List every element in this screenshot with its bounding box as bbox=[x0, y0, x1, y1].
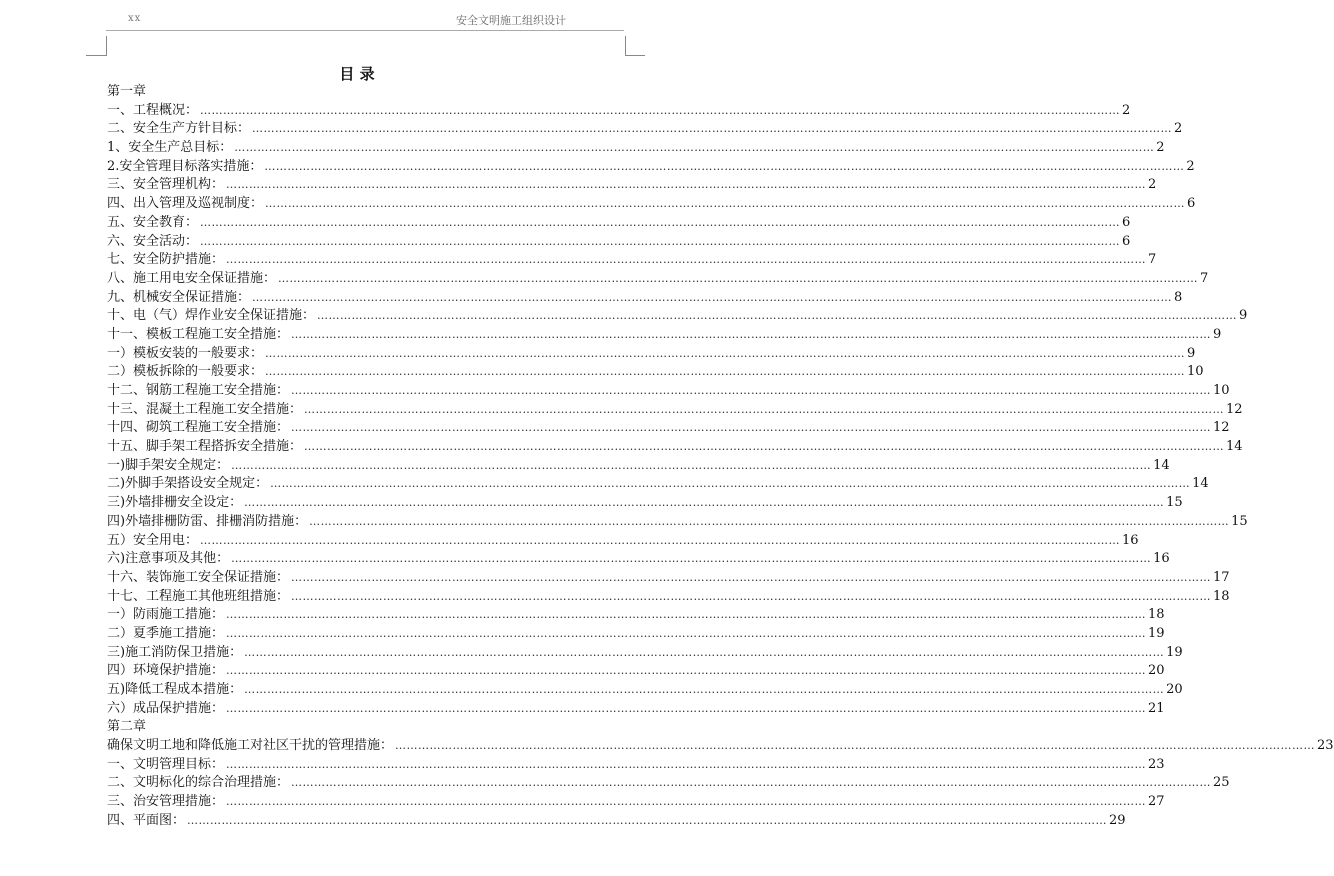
toc-page-number: 19 bbox=[1166, 644, 1183, 660]
toc-page-number: 19 bbox=[1148, 625, 1165, 641]
toc-entry-text: 二、安全生产方针目标： bbox=[107, 121, 251, 137]
toc-leader-dots: …………………………………………………………………………………………………………………………………………………………………………………………………………………… bbox=[291, 776, 1212, 790]
toc-entry[interactable] bbox=[107, 774, 1230, 793]
toc-entry-text: 十三、混凝土工程施工安全措施： bbox=[107, 401, 303, 417]
toc-leader-dots: …………………………………………………………………………………………………………………………………………………………………………………………………………………… bbox=[226, 626, 1147, 640]
toc-entry-text: 八、施工用电安全保证措施： bbox=[107, 270, 277, 286]
toc-leader-dots: …………………………………………………………………………………………………………………………………………………………………………………………………………………… bbox=[265, 197, 1186, 211]
toc-leader-dots: …………………………………………………………………………………………………………………………………………………………………………………………………………………… bbox=[244, 683, 1165, 696]
toc-entry-text: 一)脚手架安全规定： bbox=[107, 457, 230, 473]
toc-entry[interactable] bbox=[107, 214, 1131, 233]
toc-entry[interactable] bbox=[107, 532, 1139, 551]
toc-entry[interactable] bbox=[107, 513, 1248, 532]
toc-entry-text: 十六、装饰施工安全保证措施： bbox=[107, 569, 290, 585]
toc-entry-text: 七、安全防护措施： bbox=[107, 252, 225, 268]
header-left-text: xx bbox=[128, 13, 142, 24]
toc-title bbox=[0, 63, 714, 84]
toc-entry[interactable] bbox=[107, 345, 1196, 364]
toc-leader-dots: …………………………………………………………………………………………………………………………………………………………………………………………………………………… bbox=[226, 701, 1147, 715]
toc-entry[interactable] bbox=[107, 438, 1243, 457]
toc-page-number: 17 bbox=[1213, 569, 1230, 585]
toc-leader-dots: …………………………………………………………………………………………………………………………………………………………………………………………………………………… bbox=[226, 608, 1147, 622]
toc-leader-dots: …………………………………………………………………………………………………………………………………………………………………………………………………………………… bbox=[226, 664, 1147, 678]
toc-entry-text: 四、出入管理及巡视制度： bbox=[107, 196, 264, 212]
toc-page-number: 7 bbox=[1200, 270, 1209, 286]
toc-entry[interactable] bbox=[107, 307, 1248, 326]
toc-entry[interactable] bbox=[107, 756, 1165, 775]
toc-entry-text: 五)降低工程成本措施： bbox=[107, 682, 243, 697]
toc-entry[interactable] bbox=[107, 737, 1334, 756]
toc-leader-dots: …………………………………………………………………………………………………………………………………………………………………………………………………………………… bbox=[278, 271, 1199, 285]
toc-page-number: 16 bbox=[1153, 551, 1170, 567]
toc-leader-dots: …………………………………………………………………………………………………………………………………………………………………………………………………………………… bbox=[265, 346, 1186, 360]
toc-leader-dots: …………………………………………………………………………………………………………………………………………………………………………………………………………………… bbox=[291, 327, 1212, 341]
toc-entry-text: 三)外墙排栅安全设定： bbox=[107, 495, 243, 511]
toc-entry[interactable] bbox=[107, 457, 1170, 476]
toc-page-number: 2 bbox=[1156, 140, 1165, 156]
toc-entry-text: 二）模板拆除的一般要求： bbox=[107, 364, 264, 380]
toc-page-number: 6 bbox=[1122, 233, 1131, 249]
toc-page-number: 9 bbox=[1187, 345, 1196, 361]
toc-entry[interactable] bbox=[107, 793, 1165, 812]
toc-entry-text: 一）防雨施工措施： bbox=[107, 607, 225, 623]
toc-page-number: 20 bbox=[1166, 682, 1183, 697]
toc-page-number: 15 bbox=[1166, 495, 1183, 511]
toc-entry-text: 三、安全管理机构： bbox=[107, 177, 225, 193]
toc-page-number: 18 bbox=[1148, 607, 1165, 623]
toc-entry[interactable] bbox=[107, 606, 1165, 625]
toc-leader-dots: …………………………………………………………………………………………………………………………………………………………………………………………………………………… bbox=[309, 514, 1230, 528]
toc-entry-text: 第一章 bbox=[107, 84, 147, 99]
toc-entry-text: 十二、钢筋工程施工安全措施： bbox=[107, 383, 290, 398]
toc-entry[interactable] bbox=[107, 644, 1183, 663]
toc-entry[interactable] bbox=[107, 382, 1230, 401]
toc-page-number: 15 bbox=[1231, 513, 1248, 529]
toc-page-number: 14 bbox=[1153, 457, 1170, 473]
toc-entry[interactable] bbox=[107, 401, 1243, 420]
toc-entry[interactable] bbox=[107, 120, 1183, 139]
toc-chapter-heading bbox=[107, 718, 625, 737]
toc-leader-dots: …………………………………………………………………………………………………………………………………………………………………………………………………………………… bbox=[270, 477, 1191, 491]
toc-page-number: 14 bbox=[1226, 439, 1243, 455]
toc-entry-text: 五、安全教育： bbox=[107, 214, 199, 230]
toc-page-number: 2 bbox=[1174, 121, 1183, 137]
toc-entry[interactable] bbox=[107, 251, 1157, 270]
header-document-title: 安全文明施工组织设计 bbox=[456, 14, 566, 27]
toc-entry-text: 九、机械安全保证措施： bbox=[107, 289, 251, 305]
toc-leader-dots: …………………………………………………………………………………………………………………………………………………………………………………………………………………… bbox=[200, 533, 1121, 547]
toc-page-number: 9 bbox=[1239, 308, 1248, 324]
table-of-contents bbox=[107, 83, 1334, 831]
toc-entry-text: 一、文明管理目标： bbox=[107, 756, 225, 772]
toc-leader-dots: …………………………………………………………………………………………………………………………………………………………………………………………………………………… bbox=[264, 159, 1185, 173]
header-divider bbox=[106, 30, 624, 31]
toc-entry[interactable] bbox=[107, 419, 1230, 438]
toc-leader-dots: …………………………………………………………………………………………………………………………………………………………………………………………………………………… bbox=[265, 365, 1186, 379]
toc-entry[interactable] bbox=[107, 475, 1209, 494]
toc-leader-dots: …………………………………………………………………………………………………………………………………………………………………………………………………………………… bbox=[200, 103, 1121, 117]
toc-entry-text: 五）安全用电： bbox=[107, 532, 199, 548]
toc-entry-text: 十一、模板工程施工安全措施： bbox=[107, 326, 290, 342]
toc-entry-text: 六）成品保护措施： bbox=[107, 700, 225, 716]
toc-page-number: 25 bbox=[1213, 775, 1230, 791]
toc-entry-text: 确保文明工地和降低施工对社区干扰的管理措施： bbox=[107, 738, 394, 754]
toc-entry-text: 二）夏季施工措施： bbox=[107, 625, 225, 641]
toc-entry[interactable] bbox=[107, 102, 1131, 121]
toc-entry-text: 六、安全活动： bbox=[107, 233, 199, 249]
toc-leader-dots: …………………………………………………………………………………………………………………………………………………………………………………………………………………… bbox=[291, 589, 1212, 603]
toc-entry[interactable] bbox=[107, 363, 1204, 382]
toc-entry[interactable] bbox=[107, 195, 1196, 214]
toc-entry-text: 十、电（气）焊作业安全保证措施： bbox=[107, 308, 316, 324]
toc-entry-text: 四）环境保护措施： bbox=[107, 663, 225, 679]
toc-page-number: 10 bbox=[1213, 383, 1230, 398]
toc-entry[interactable] bbox=[107, 812, 1126, 831]
toc-page-number: 14 bbox=[1192, 476, 1209, 492]
toc-leader-dots: …………………………………………………………………………………………………………………………………………………………………………………………………………………… bbox=[234, 141, 1155, 155]
toc-entry-text: 六)注意事项及其他： bbox=[107, 551, 230, 567]
toc-page-number: 12 bbox=[1213, 420, 1230, 436]
toc-page-number: 7 bbox=[1148, 252, 1157, 268]
crop-mark-top-right bbox=[625, 36, 626, 56]
toc-page-number: 10 bbox=[1187, 364, 1204, 380]
toc-leader-dots: …………………………………………………………………………………………………………………………………………………………………………………………………………………… bbox=[291, 421, 1212, 435]
toc-leader-dots: …………………………………………………………………………………………………………………………………………………………………………………………………………………… bbox=[291, 570, 1212, 584]
toc-leader-dots: …………………………………………………………………………………………………………………………………………………………………………………………………………………… bbox=[317, 309, 1238, 323]
crop-mark-top-left bbox=[106, 36, 107, 56]
toc-entry[interactable] bbox=[107, 625, 1165, 644]
toc-page-number: 23 bbox=[1148, 756, 1165, 772]
toc-entry-text: 第二章 bbox=[107, 719, 147, 735]
crop-mark-top-right bbox=[625, 55, 645, 56]
toc-title-text: 目 录 bbox=[339, 65, 375, 83]
toc-leader-dots: …………………………………………………………………………………………………………………………………………………………………………………………………………………… bbox=[226, 795, 1147, 809]
toc-entry[interactable] bbox=[107, 588, 1230, 607]
toc-entry[interactable] bbox=[107, 233, 1131, 252]
toc-entry[interactable] bbox=[107, 494, 1183, 513]
toc-leader-dots: …………………………………………………………………………………………………………………………………………………………………………………………………………………… bbox=[252, 290, 1173, 304]
toc-leader-dots: …………………………………………………………………………………………………………………………………………………………………………………………………………………… bbox=[244, 496, 1165, 510]
toc-page-number: 18 bbox=[1213, 588, 1230, 604]
toc-leader-dots: …………………………………………………………………………………………………………………………………………………………………………………………………………………… bbox=[304, 440, 1225, 454]
toc-leader-dots: …………………………………………………………………………………………………………………………………………………………………………………………………………………… bbox=[200, 215, 1121, 229]
toc-page-number: 6 bbox=[1187, 196, 1196, 212]
toc-entry-text: 四、平面图： bbox=[107, 812, 186, 828]
toc-page-number: 2 bbox=[1122, 102, 1131, 118]
toc-page-number: 16 bbox=[1122, 532, 1139, 548]
toc-entry-text: 十五、脚手架工程搭拆安全措施： bbox=[107, 439, 303, 455]
toc-entry[interactable] bbox=[107, 662, 1165, 681]
toc-leader-dots: …………………………………………………………………………………………………………………………………………………………………………………………………………………… bbox=[395, 739, 1316, 753]
toc-leader-dots: …………………………………………………………………………………………………………………………………………………………………………………………………………………… bbox=[231, 458, 1152, 472]
toc-leader-dots: …………………………………………………………………………………………………………………………………………………………………………………………………………………… bbox=[226, 757, 1147, 771]
toc-entry-text: 一）模板安装的一般要求： bbox=[107, 345, 264, 361]
toc-page-number: 2 bbox=[1186, 158, 1195, 174]
toc-page-number: 8 bbox=[1174, 289, 1183, 305]
toc-page-number: 12 bbox=[1226, 401, 1243, 417]
toc-page-number: 2 bbox=[1148, 177, 1157, 193]
toc-entry[interactable] bbox=[107, 569, 1230, 588]
toc-chapter-heading bbox=[107, 83, 625, 102]
toc-page-number: 27 bbox=[1148, 794, 1165, 810]
toc-entry-text: 1、安全生产总目标： bbox=[107, 140, 233, 156]
toc-entry[interactable] bbox=[107, 158, 1195, 177]
toc-entry[interactable] bbox=[107, 681, 1183, 700]
toc-leader-dots: …………………………………………………………………………………………………………………………………………………………………………………………………………………… bbox=[291, 384, 1212, 397]
toc-entry-text: 一、工程概况： bbox=[107, 102, 199, 118]
toc-page-number: 9 bbox=[1213, 326, 1222, 342]
toc-entry[interactable] bbox=[107, 550, 1170, 569]
toc-leader-dots: …………………………………………………………………………………………………………………………………………………………………………………………………………………… bbox=[252, 122, 1173, 136]
toc-entry-text: 四)外墙排栅防雷、排栅消防措施： bbox=[107, 513, 308, 529]
toc-entry[interactable] bbox=[107, 139, 1165, 158]
toc-entry-text: 2.安全管理目标落实措施： bbox=[107, 158, 263, 174]
toc-entry-text: 三)施工消防保卫措施： bbox=[107, 644, 243, 660]
toc-entry[interactable] bbox=[107, 700, 1165, 719]
toc-leader-dots: …………………………………………………………………………………………………………………………………………………………………………………………………………………… bbox=[231, 552, 1152, 566]
toc-entry[interactable] bbox=[107, 270, 1209, 289]
toc-page-number: 23 bbox=[1317, 738, 1334, 754]
toc-entry-text: 二)外脚手架搭设安全规定： bbox=[107, 476, 269, 492]
toc-entry[interactable] bbox=[107, 176, 1157, 195]
toc-entry-text: 十七、工程施工其他班组措施： bbox=[107, 588, 290, 604]
toc-leader-dots: …………………………………………………………………………………………………………………………………………………………………………………………………………………… bbox=[200, 234, 1121, 248]
crop-mark-top-left bbox=[86, 55, 106, 56]
toc-leader-dots: …………………………………………………………………………………………………………………………………………………………………………………………………………………… bbox=[226, 178, 1147, 192]
toc-entry[interactable] bbox=[107, 289, 1183, 308]
toc-entry-text: 三、治安管理措施： bbox=[107, 794, 225, 810]
toc-page-number: 21 bbox=[1148, 700, 1165, 716]
toc-entry[interactable] bbox=[107, 326, 1222, 345]
toc-leader-dots: …………………………………………………………………………………………………………………………………………………………………………………………………………………… bbox=[304, 402, 1225, 416]
toc-page-number: 29 bbox=[1109, 812, 1126, 828]
toc-entry-text: 十四、砌筑工程施工安全措施： bbox=[107, 420, 290, 436]
toc-entry-text: 二、文明标化的综合治理措施： bbox=[107, 775, 290, 791]
toc-leader-dots: …………………………………………………………………………………………………………………………………………………………………………………………………………………… bbox=[226, 253, 1147, 267]
toc-leader-dots: …………………………………………………………………………………………………………………………………………………………………………………………………………………… bbox=[187, 813, 1108, 827]
toc-page-number: 6 bbox=[1122, 214, 1131, 230]
toc-page-number: 20 bbox=[1148, 663, 1165, 679]
toc-leader-dots: …………………………………………………………………………………………………………………………………………………………………………………………………………………… bbox=[244, 645, 1165, 659]
